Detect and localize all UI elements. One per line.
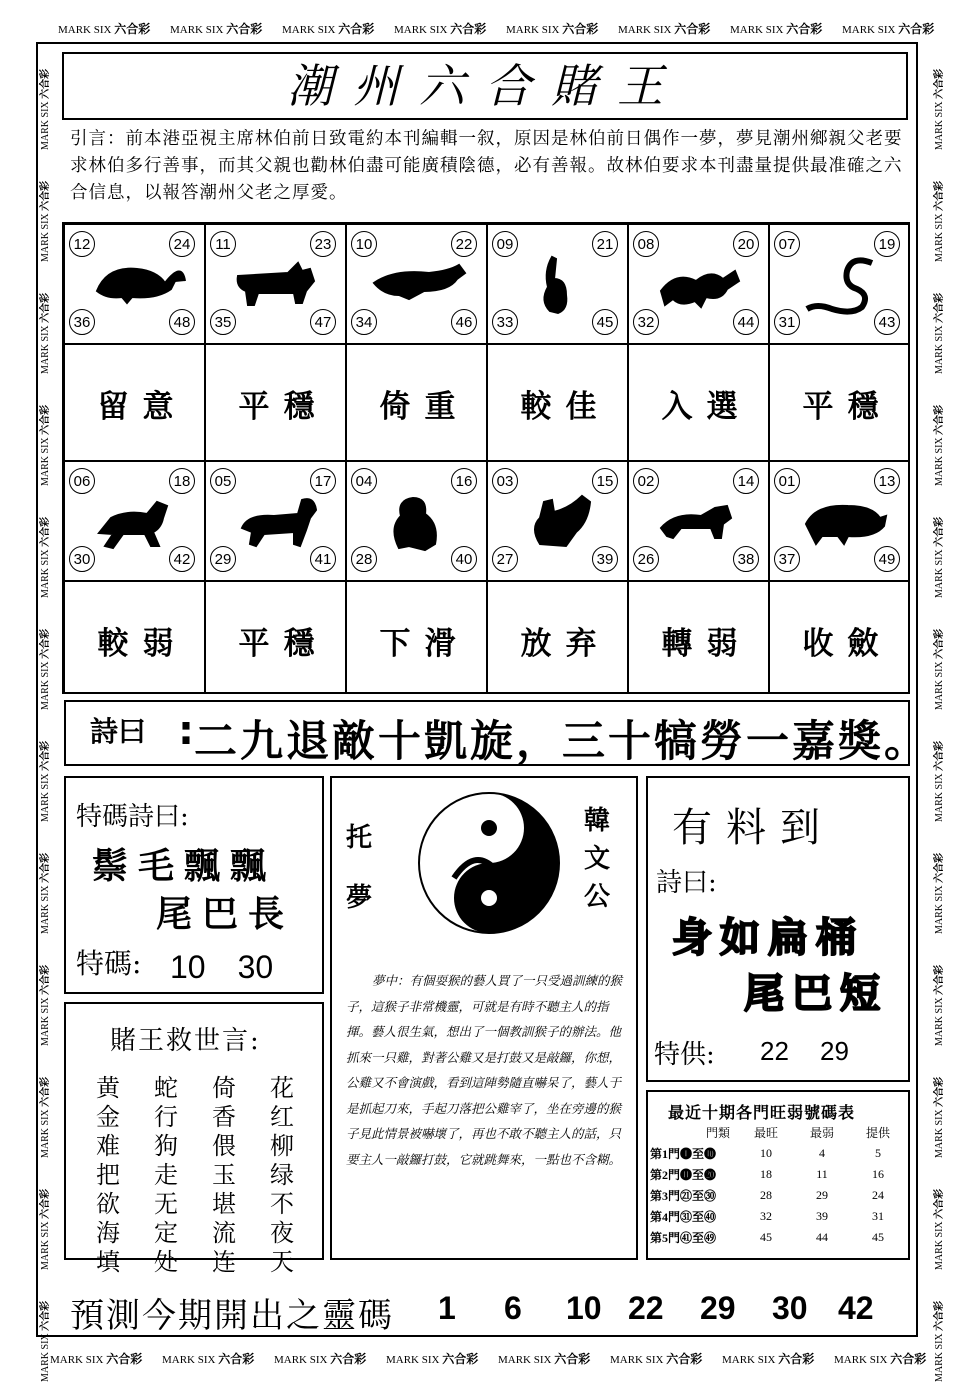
zodiac-status-cell bbox=[769, 344, 910, 461]
zodiac-status: 較佳 bbox=[520, 389, 611, 425]
zodiac-status-cell bbox=[628, 581, 769, 694]
watermark-text: MARK SIX 六合彩 bbox=[610, 1352, 703, 1366]
zodiac-number: 32 bbox=[633, 309, 659, 335]
zodiac-status-cell bbox=[64, 344, 205, 461]
rank-table-box bbox=[646, 1090, 910, 1260]
zodiac-cell bbox=[346, 224, 487, 344]
zodiac-number: 02 bbox=[633, 468, 659, 494]
savior-column-3: 倚香偎玉堪流连 bbox=[212, 1074, 236, 1276]
rank-hot: 45 bbox=[760, 1230, 772, 1244]
zodiac-number: 17 bbox=[310, 468, 336, 494]
zodiac-number: 07 bbox=[774, 231, 800, 257]
zodiac-cell bbox=[346, 461, 487, 581]
zodiac-status-cell bbox=[487, 344, 628, 461]
rank-offer: 45 bbox=[872, 1230, 884, 1244]
zodiac-cell bbox=[769, 224, 910, 344]
banner-prefix: 詩曰 bbox=[90, 715, 147, 748]
zodiac-status-cell bbox=[346, 344, 487, 461]
zodiac-status-cell bbox=[64, 581, 205, 694]
zodiac-number: 18 bbox=[169, 468, 195, 494]
watermark-text: MARK SIX 六合彩 bbox=[40, 1300, 51, 1382]
special-codes: 10 30 bbox=[170, 949, 274, 985]
watermark-text: MARK SIX 六合彩 bbox=[40, 68, 51, 150]
watermark-text: MARK SIX 六合彩 bbox=[730, 22, 823, 36]
rank-offer: 24 bbox=[872, 1188, 884, 1202]
zodiac-number: 40 bbox=[451, 546, 477, 572]
zodiac-number: 44 bbox=[733, 309, 759, 335]
monkey-icon bbox=[369, 488, 469, 554]
zodiac-cell bbox=[487, 224, 628, 344]
zodiac-cell bbox=[487, 461, 628, 581]
materials-offer-2: 29 bbox=[820, 1036, 849, 1066]
materials-offer-1: 22 bbox=[760, 1036, 789, 1066]
materials-poem-label: 詩曰: bbox=[656, 868, 717, 898]
zodiac-number: 06 bbox=[69, 468, 95, 494]
dragon-icon bbox=[651, 251, 751, 317]
zodiac-status-cell bbox=[346, 581, 487, 694]
zodiac-number: 09 bbox=[492, 231, 518, 257]
prediction-number: 10 bbox=[566, 1290, 602, 1326]
watermark-text: MARK SIX 六合彩 bbox=[282, 22, 375, 36]
zodiac-number: 46 bbox=[451, 309, 477, 335]
zodiac-number: 16 bbox=[451, 468, 477, 494]
zodiac-number: 39 bbox=[592, 546, 618, 572]
rank-cold: 4 bbox=[819, 1146, 825, 1160]
watermark-text: MARK SIX 六合彩 bbox=[162, 1352, 255, 1366]
watermark-text: MARK SIX 六合彩 bbox=[934, 1300, 945, 1382]
zodiac-number: 04 bbox=[351, 468, 377, 494]
rank-cold: 39 bbox=[816, 1209, 828, 1223]
banner-text: 二九退敵十凱旋，三十犒勞一嘉獎。 bbox=[194, 717, 930, 767]
zodiac-number: 31 bbox=[774, 309, 800, 335]
dream-story: 夢中：有個耍猴的藝人買了一只受過訓練的猴子，這猴子非常機靈，可就是有時不聽主人的指揮。藝人很生氣，想出了一個教訓猴子的辦法。他抓來一只雞，對著公雞又是打鼓又是敲鑼，你想，公雞又不會演戲，看到這陣勢隨直嚇呆了，藝人于是抓起刀來，手起刀落把公雞宰了，坐在旁邊的猴子見此情景被嚇壞了，再也不敢不聽主人的話，只要主人一敲鑼打鼓，它就跳舞來，一點也不含糊。 bbox=[346, 973, 623, 1167]
zodiac-number: 20 bbox=[733, 231, 759, 257]
watermark-text: MARK SIX 六合彩 bbox=[722, 1352, 815, 1366]
zodiac-number: 01 bbox=[774, 468, 800, 494]
rank-offer: 16 bbox=[872, 1167, 884, 1181]
zodiac-status: 入選 bbox=[661, 389, 752, 425]
zodiac-cell bbox=[628, 461, 769, 581]
rank-offer: 5 bbox=[875, 1146, 881, 1160]
zodiac-status: 平穩 bbox=[802, 389, 893, 425]
rank-hot: 18 bbox=[760, 1167, 772, 1181]
watermark-text: MARK SIX 六合彩 bbox=[934, 180, 945, 262]
watermark-text: MARK SIX 六合彩 bbox=[40, 852, 51, 934]
rank-row bbox=[650, 1206, 906, 1227]
zodiac-number: 34 bbox=[351, 309, 377, 335]
prediction-bar bbox=[60, 1286, 920, 1336]
zodiac-number: 05 bbox=[210, 468, 236, 494]
rank-door: 第4門㉛至㊵ bbox=[650, 1210, 717, 1224]
savior-column-2: 蛇行狗走无定处 bbox=[154, 1074, 178, 1276]
watermark-text: MARK SIX 六合彩 bbox=[934, 964, 945, 1046]
materials-heading: 有料到 bbox=[672, 805, 834, 851]
materials-offer-label: 特供: bbox=[654, 1040, 715, 1070]
zodiac-number: 33 bbox=[492, 309, 518, 335]
savior-column-1: 黄金难把欲海填 bbox=[96, 1074, 120, 1276]
rank-header-cold: 最弱 bbox=[809, 1126, 834, 1140]
watermark-text: MARK SIX 六合彩 bbox=[386, 1352, 479, 1366]
zodiac-number: 14 bbox=[733, 468, 759, 494]
special-poem-heading: 特碼詩曰: bbox=[76, 802, 189, 832]
rank-offer: 31 bbox=[872, 1209, 884, 1223]
watermark-text: MARK SIX 六合彩 bbox=[274, 1352, 367, 1366]
watermark-text: MARK SIX 六合彩 bbox=[934, 292, 945, 374]
rank-table-title: 最近十期各門旺弱號碼表 bbox=[668, 1103, 856, 1122]
special-poem-line2: 尾巴長 bbox=[156, 894, 295, 935]
watermark-text: MARK SIX 六合彩 bbox=[40, 516, 51, 598]
rat-icon bbox=[87, 251, 187, 317]
watermark-text: MARK SIX 六合彩 bbox=[934, 1076, 945, 1158]
rank-header-hot: 最旺 bbox=[753, 1126, 778, 1140]
zodiac-number: 24 bbox=[169, 231, 195, 257]
watermark-text: MARK SIX 六合彩 bbox=[170, 22, 263, 36]
materials-line2: 尾巴短 bbox=[744, 971, 888, 1017]
prediction-number: 1 bbox=[438, 1290, 456, 1326]
zodiac-status: 平穩 bbox=[238, 626, 329, 662]
watermark-text: MARK SIX 六合彩 bbox=[40, 1076, 51, 1158]
zodiac-number: 49 bbox=[874, 546, 900, 572]
zodiac-number: 10 bbox=[351, 231, 377, 257]
watermark-text: MARK SIX 六合彩 bbox=[934, 68, 945, 150]
special-poem-line1: 鬃毛飄飄 bbox=[92, 846, 277, 887]
watermark-text: MARK SIX 六合彩 bbox=[934, 516, 945, 598]
zodiac-status: 留意 bbox=[97, 389, 188, 425]
zodiac-number: 08 bbox=[633, 231, 659, 257]
rank-hot: 28 bbox=[760, 1188, 772, 1202]
snake-icon bbox=[792, 251, 892, 317]
zodiac-number: 36 bbox=[69, 309, 95, 335]
zodiac-number: 42 bbox=[169, 546, 195, 572]
rank-hot: 10 bbox=[760, 1146, 772, 1160]
zodiac-number: 11 bbox=[210, 231, 236, 257]
watermark-text: MARK SIX 六合彩 bbox=[834, 1352, 927, 1366]
rank-door: 第1門❶至❿ bbox=[650, 1147, 717, 1161]
watermark-text: MARK SIX 六合彩 bbox=[934, 740, 945, 822]
zodiac-cell bbox=[769, 461, 910, 581]
rank-row bbox=[650, 1143, 906, 1164]
watermark-text: MARK SIX 六合彩 bbox=[40, 404, 51, 486]
zodiac-number: 29 bbox=[210, 546, 236, 572]
watermark-text: MARK SIX 六合彩 bbox=[934, 404, 945, 486]
zodiac-cell bbox=[64, 224, 205, 344]
rank-row bbox=[650, 1185, 906, 1206]
zodiac-number: 48 bbox=[169, 309, 195, 335]
ox-icon bbox=[228, 251, 328, 317]
savior-heading: 賭王救世言: bbox=[110, 1026, 261, 1056]
watermark-text: MARK SIX 六合彩 bbox=[394, 22, 487, 36]
rank-table bbox=[650, 1122, 906, 1248]
zodiac-status-cell bbox=[205, 344, 346, 461]
savior-box bbox=[64, 1002, 324, 1276]
prediction-number: 30 bbox=[772, 1290, 808, 1326]
zodiac-number: 43 bbox=[874, 309, 900, 335]
zodiac-status-cell bbox=[769, 581, 910, 694]
rank-row bbox=[650, 1227, 906, 1248]
rank-door: 第2門⓫至⓴ bbox=[650, 1168, 717, 1182]
zodiac-number: 30 bbox=[69, 546, 95, 572]
rank-cold: 44 bbox=[816, 1230, 828, 1244]
watermark-text: MARK SIX 六合彩 bbox=[618, 22, 711, 36]
zodiac-status: 平穩 bbox=[238, 389, 329, 425]
rooster-icon bbox=[510, 488, 610, 554]
watermark-text: MARK SIX 六合彩 bbox=[506, 22, 599, 36]
zodiac-number: 27 bbox=[492, 546, 518, 572]
title-box bbox=[62, 52, 908, 120]
zodiac-cell bbox=[628, 224, 769, 344]
prediction-number: 29 bbox=[700, 1290, 736, 1326]
special-code-label: 特碼: bbox=[76, 947, 142, 980]
yin-yang-icon bbox=[414, 788, 564, 938]
dream-right-text: 韓文公 bbox=[584, 806, 611, 912]
zodiac-status: 轉弱 bbox=[661, 626, 752, 662]
zodiac-cell bbox=[205, 224, 346, 344]
zodiac-number: 13 bbox=[874, 468, 900, 494]
watermark-text: MARK SIX 六合彩 bbox=[40, 292, 51, 374]
watermark-text: MARK SIX 六合彩 bbox=[842, 22, 935, 36]
rank-header-door: 門類 bbox=[705, 1126, 730, 1140]
prediction-number: 42 bbox=[838, 1290, 874, 1326]
watermark-text: MARK SIX 六合彩 bbox=[40, 1188, 51, 1270]
prediction-number: 22 bbox=[628, 1290, 664, 1326]
tiger-icon bbox=[369, 251, 469, 317]
prediction-number: 6 bbox=[504, 1290, 522, 1326]
dream-left-text: 托夢 bbox=[346, 823, 373, 913]
prediction-label: 預測今期開出之靈碼 bbox=[70, 1296, 394, 1336]
watermark-text: MARK SIX 六合彩 bbox=[934, 1188, 945, 1270]
zodiac-number: 26 bbox=[633, 546, 659, 572]
zodiac-number: 28 bbox=[351, 546, 377, 572]
watermark-text: MARK SIX 六合彩 bbox=[40, 964, 51, 1046]
watermark-text: MARK SIX 六合彩 bbox=[40, 628, 51, 710]
zodiac-status-cell bbox=[628, 344, 769, 461]
zodiac-status: 較弱 bbox=[97, 626, 188, 662]
rank-door: 第5門㊶至㊾ bbox=[650, 1231, 717, 1245]
zodiac-number: 15 bbox=[592, 468, 618, 494]
watermark-text: MARK SIX 六合彩 bbox=[40, 180, 51, 262]
watermark-text: MARK SIX 六合彩 bbox=[50, 1352, 143, 1366]
rank-cold: 29 bbox=[816, 1188, 828, 1202]
zodiac-number: 37 bbox=[774, 546, 800, 572]
savior-column-4: 花红柳绿不夜天 bbox=[270, 1074, 294, 1276]
rank-header-offer: 提供 bbox=[865, 1126, 890, 1140]
poem-banner: 詩曰 : 二九退敵十凱旋，三十犒勞一嘉獎。 bbox=[64, 700, 910, 766]
watermark-text: MARK SIX 六合彩 bbox=[58, 22, 151, 36]
intro-text: 引言：前本港亞視主席林伯前日致電約本刊編輯一叙，原因是林伯前日偶作一夢，夢見潮州鄉親父老要求林伯多行善事，而其父親也勸林伯盡可能廣積陰德，必有善報。故林伯要求本刊盡量提供最准確之六合信息，以報答潮州父老之厚愛。 bbox=[70, 129, 903, 203]
horse-icon bbox=[87, 488, 187, 554]
zodiac-number: 47 bbox=[310, 309, 336, 335]
rabbit-icon bbox=[510, 251, 610, 317]
zodiac-number: 23 bbox=[310, 231, 336, 257]
zodiac-status: 倚重 bbox=[379, 389, 470, 425]
zodiac-status-cell bbox=[487, 581, 628, 694]
zodiac-grid bbox=[62, 222, 910, 694]
zodiac-number: 41 bbox=[310, 546, 336, 572]
special-poem-box bbox=[64, 776, 324, 994]
zodiac-number: 22 bbox=[451, 231, 477, 257]
page-title: 潮州六合賭王 bbox=[287, 59, 683, 113]
zodiac-cell bbox=[205, 461, 346, 581]
rank-cold: 11 bbox=[816, 1167, 828, 1181]
pig-icon bbox=[792, 488, 892, 554]
watermark-text: MARK SIX 六合彩 bbox=[40, 740, 51, 822]
zodiac-status: 放弃 bbox=[520, 626, 611, 662]
zodiac-number: 45 bbox=[592, 309, 618, 335]
dog-icon bbox=[651, 488, 751, 554]
zodiac-status-cell bbox=[205, 581, 346, 694]
watermark-text: MARK SIX 六合彩 bbox=[498, 1352, 591, 1366]
materials-line1: 身如扁桶 bbox=[672, 915, 864, 961]
zodiac-number: 19 bbox=[874, 231, 900, 257]
zodiac-cell bbox=[64, 461, 205, 581]
rank-door: 第3門㉑至㉚ bbox=[650, 1189, 717, 1203]
rank-row bbox=[650, 1164, 906, 1185]
zodiac-number: 35 bbox=[210, 309, 236, 335]
zodiac-number: 38 bbox=[733, 546, 759, 572]
watermark-text: MARK SIX 六合彩 bbox=[934, 852, 945, 934]
zodiac-number: 12 bbox=[69, 231, 95, 257]
goat-icon bbox=[228, 488, 328, 554]
materials-box bbox=[646, 776, 910, 1082]
zodiac-status: 收斂 bbox=[802, 626, 893, 662]
zodiac-number: 03 bbox=[492, 468, 518, 494]
rank-hot: 32 bbox=[760, 1209, 772, 1223]
zodiac-status: 下滑 bbox=[379, 626, 470, 662]
watermark-text: MARK SIX 六合彩 bbox=[934, 628, 945, 710]
zodiac-number: 21 bbox=[592, 231, 618, 257]
